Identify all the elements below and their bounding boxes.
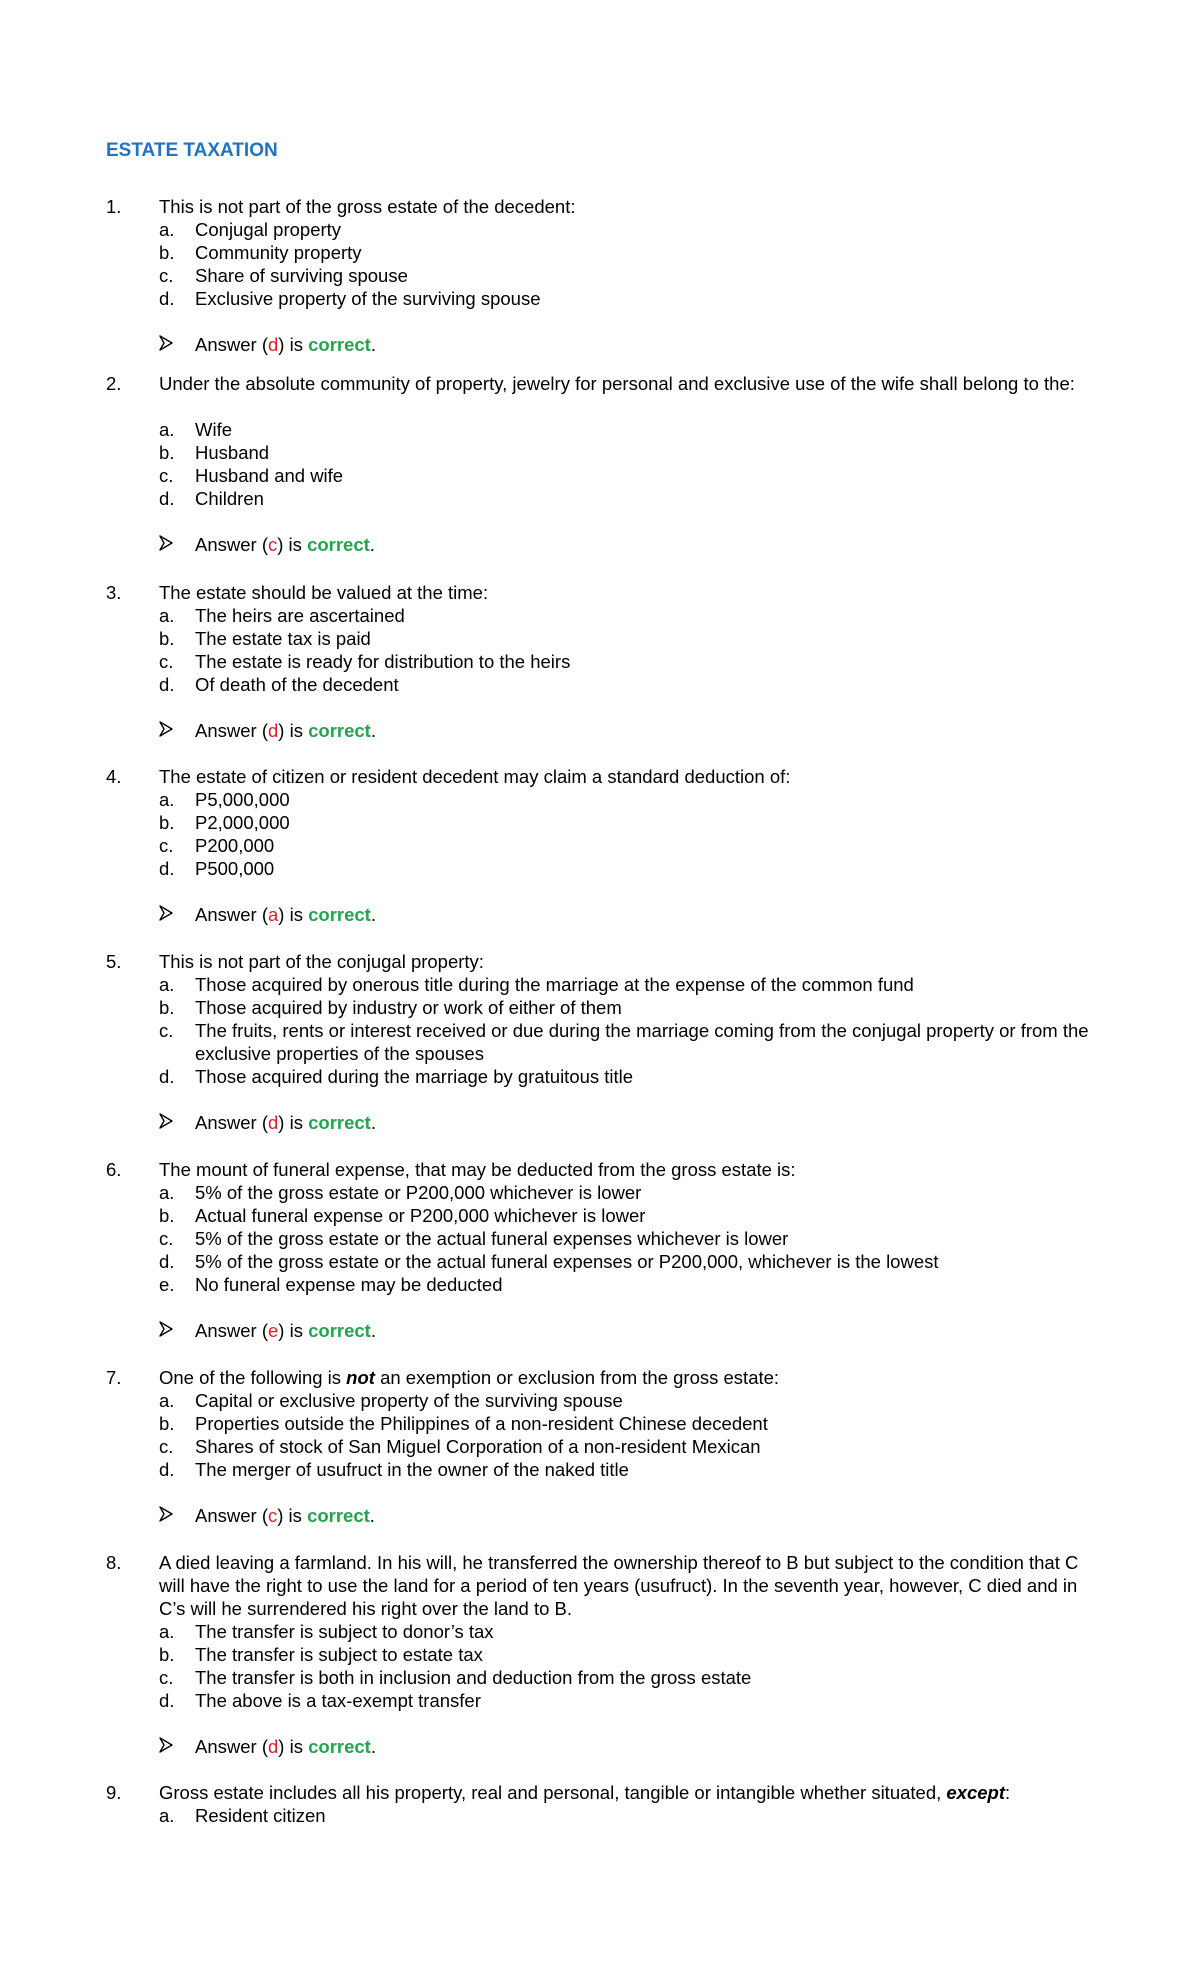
answer-suffix: .	[369, 1505, 375, 1526]
question-number: 4.	[106, 766, 122, 787]
option-letter: c.	[159, 651, 174, 672]
option-text: P5,000,000	[195, 789, 290, 810]
arrow-bullet-icon	[159, 905, 173, 921]
arrow-bullet-icon	[159, 1737, 173, 1753]
answer-middle: ) is	[277, 534, 308, 555]
option-text: Of death of the decedent	[195, 674, 399, 695]
option-text: Resident citizen	[195, 1805, 326, 1826]
question-number: 6.	[106, 1159, 122, 1180]
answer-prefix: Answer (	[195, 720, 268, 741]
answer-prefix: Answer (	[195, 1505, 268, 1526]
arrow-bullet-icon	[159, 535, 173, 551]
correct-word: correct	[307, 1505, 370, 1526]
emphasis-text: not	[346, 1367, 375, 1388]
option-text: The estate is ready for distribution to the heirs	[195, 651, 571, 672]
option-text: The transfer is subject to estate tax	[195, 1644, 483, 1665]
option-letter: c.	[159, 1228, 174, 1249]
option-letter: c.	[159, 1020, 174, 1041]
option-text: Exclusive property of the surviving spouse	[195, 288, 541, 309]
question-number: 5.	[106, 951, 122, 972]
option-letter: d.	[159, 1066, 175, 1087]
option-text: Those acquired during the marriage by gratuitous title	[195, 1066, 634, 1087]
option-text: Share of surviving spouse	[195, 265, 408, 286]
option-text: No funeral expense may be deducted	[195, 1274, 503, 1295]
arrow-bullet-icon	[159, 1113, 173, 1129]
option-letter: d.	[159, 488, 175, 509]
option-letter: d.	[159, 1251, 175, 1272]
option-letter: c.	[159, 835, 174, 856]
option-text: Conjugal property	[195, 219, 342, 240]
option-text: Husband	[195, 442, 270, 463]
question-text: The estate of citizen or resident decedent may claim a standard deduction of:	[159, 766, 791, 787]
option-text: The merger of usufruct in the owner of the naked title	[195, 1459, 629, 1480]
option-letter: a.	[159, 1390, 175, 1411]
option-letter: b.	[159, 242, 175, 263]
answer-prefix: Answer (	[195, 534, 268, 555]
option-letter: a.	[159, 419, 175, 440]
option-letter: d.	[159, 1690, 175, 1711]
question-text: Gross estate includes all his property, real and personal, tangible or intangible whether situated, except:	[159, 1782, 1011, 1803]
option-letter: c.	[159, 1667, 174, 1688]
option-text: The transfer is both in inclusion and deduction from the gross estate	[195, 1667, 752, 1688]
answer-suffix: .	[370, 1736, 376, 1757]
option-letter: b.	[159, 997, 175, 1018]
option-text: Wife	[195, 419, 232, 440]
answer-suffix: .	[370, 904, 376, 925]
option-letter: e.	[159, 1274, 175, 1295]
option-text: Husband and wife	[195, 465, 344, 486]
option-letter: b.	[159, 628, 175, 649]
answer-suffix: .	[370, 334, 376, 355]
correct-word: correct	[308, 904, 371, 925]
option-letter: c.	[159, 1436, 174, 1457]
answer-letter: d	[268, 334, 279, 355]
option-letter: d.	[159, 674, 175, 695]
option-text: The estate tax is paid	[195, 628, 371, 649]
answer-prefix: Answer (	[195, 334, 268, 355]
option-text: Actual funeral expense or P200,000 whichever is lower	[195, 1205, 646, 1226]
option-letter: c.	[159, 265, 174, 286]
answer-letter: d	[268, 1736, 279, 1757]
option-letter: a.	[159, 1182, 175, 1203]
question-text: This is not part of the gross estate of the decedent:	[159, 196, 576, 217]
question-number: 2.	[106, 373, 122, 394]
answer-middle: ) is	[278, 720, 309, 741]
option-letter: d.	[159, 1459, 175, 1480]
option-letter: a.	[159, 1805, 175, 1826]
answer-letter: a	[268, 904, 279, 925]
question-text: Under the absolute community of property, jewelry for personal and exclusive use of the wife shall belong to the:	[159, 373, 1075, 394]
arrow-bullet-icon	[159, 1506, 173, 1522]
answer-letter: e	[268, 1320, 279, 1341]
option-text: Those acquired by onerous title during the marriage at the expense of the common fund	[195, 974, 914, 995]
answer-prefix: Answer (	[195, 1736, 268, 1757]
answer-letter: d	[268, 720, 279, 741]
question-number: 7.	[106, 1367, 122, 1388]
question-number: 8.	[106, 1552, 122, 1573]
option-letter: b.	[159, 1205, 175, 1226]
answer-middle: ) is	[278, 334, 309, 355]
option-text: The heirs are ascertained	[195, 605, 405, 626]
option-letter: a.	[159, 1621, 175, 1642]
answer-suffix: .	[370, 1320, 376, 1341]
correct-word: correct	[308, 334, 371, 355]
answer-middle: ) is	[277, 1505, 308, 1526]
option-text: Properties outside the Philippines of a non-resident Chinese decedent	[195, 1413, 768, 1434]
option-text: P500,000	[195, 858, 275, 879]
question-number: 3.	[106, 582, 122, 603]
question-text: The mount of funeral expense, that may be deducted from the gross estate is:	[159, 1159, 796, 1180]
option-letter: b.	[159, 1413, 175, 1434]
answer-letter: c	[268, 534, 278, 555]
answer-suffix: .	[369, 534, 375, 555]
correct-word: correct	[308, 1320, 371, 1341]
option-text: 5% of the gross estate or P200,000 whichever is lower	[195, 1182, 642, 1203]
question-text: The estate should be valued at the time:	[159, 582, 489, 603]
option-letter: d.	[159, 288, 175, 309]
option-text: Those acquired by industry or work of either of them	[195, 997, 622, 1018]
answer-letter: c	[268, 1505, 278, 1526]
answer-middle: ) is	[278, 1320, 309, 1341]
option-text: Capital or exclusive property of the surviving spouse	[195, 1390, 623, 1411]
option-text: The fruits, rents or interest received or due during the marriage coming from the conjugal property or from the exclusive properties of the spouses	[195, 1020, 1089, 1064]
answer-middle: ) is	[278, 1112, 309, 1133]
option-letter: b.	[159, 442, 175, 463]
option-letter: d.	[159, 858, 175, 879]
question-text: One of the following is not an exemption or exclusion from the gross estate:	[159, 1367, 780, 1388]
correct-word: correct	[308, 720, 371, 741]
option-text: P2,000,000	[195, 812, 290, 833]
option-text: Community property	[195, 242, 362, 263]
option-text: P200,000	[195, 835, 275, 856]
answer-prefix: Answer (	[195, 1320, 268, 1341]
page-title: ESTATE TAXATION	[106, 140, 278, 161]
option-text: The transfer is subject to donor’s tax	[195, 1621, 494, 1642]
arrow-bullet-icon	[159, 721, 173, 737]
question-number: 1.	[106, 196, 122, 217]
option-letter: c.	[159, 465, 174, 486]
correct-word: correct	[308, 1112, 371, 1133]
answer-prefix: Answer (	[195, 1112, 268, 1133]
answer-middle: ) is	[278, 904, 309, 925]
question-text: This is not part of the conjugal property:	[159, 951, 484, 972]
correct-word: correct	[307, 534, 370, 555]
arrow-bullet-icon	[159, 1321, 173, 1337]
answer-prefix: Answer (	[195, 904, 268, 925]
correct-word: correct	[308, 1736, 371, 1757]
question-number: 9.	[106, 1782, 122, 1803]
option-letter: b.	[159, 812, 175, 833]
option-text: Shares of stock of San Miguel Corporation of a non-resident Mexican	[195, 1436, 761, 1457]
arrow-bullet-icon	[159, 335, 173, 351]
option-letter: a.	[159, 605, 175, 626]
option-letter: a.	[159, 974, 175, 995]
answer-middle: ) is	[278, 1736, 309, 1757]
answer-suffix: .	[370, 720, 376, 741]
option-text: Children	[195, 488, 264, 509]
option-letter: b.	[159, 1644, 175, 1665]
option-text: The above is a tax-exempt transfer	[195, 1690, 481, 1711]
emphasis-text: except	[946, 1782, 1006, 1803]
option-letter: a.	[159, 789, 175, 810]
option-text: 5% of the gross estate or the actual funeral expenses or P200,000, whichever is the lowest	[195, 1251, 939, 1272]
question-text: A died leaving a farmland. In his will, he transferred the ownership thereof to B but subject to the condition that C will have the right to use the land for a period of ten years (usufruct). In the seventh year, however, C died and in C’s will he surrendered his right over the land to B.	[159, 1552, 1079, 1619]
answer-suffix: .	[370, 1112, 376, 1133]
option-letter: a.	[159, 219, 175, 240]
option-text: 5% of the gross estate or the actual funeral expenses whichever is lower	[195, 1228, 789, 1249]
answer-letter: d	[268, 1112, 279, 1133]
